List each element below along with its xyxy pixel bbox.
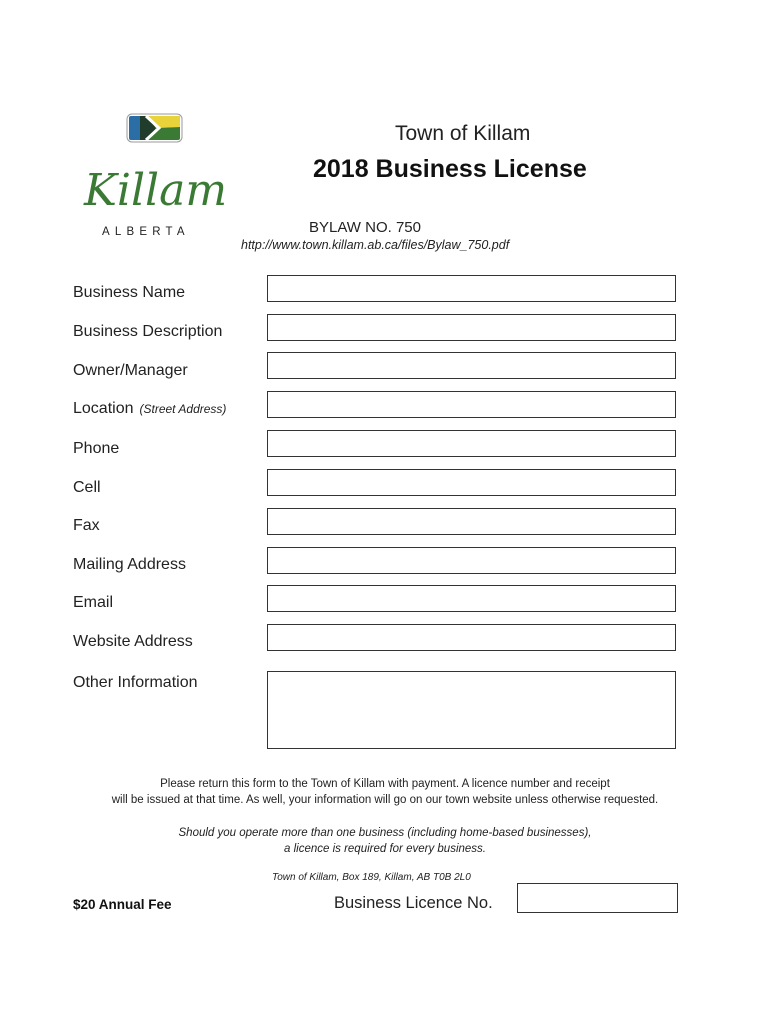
- field-label-phone: Phone: [73, 440, 120, 457]
- field-label-website-address: Website Address: [73, 633, 193, 650]
- phone-field[interactable]: [267, 430, 676, 457]
- town-name: Town of Killam: [395, 122, 531, 145]
- field-label-fax: Fax: [73, 517, 100, 534]
- location-sublabel: (Street Address): [139, 402, 227, 416]
- bylaw-link[interactable]: http://www.town.killam.ab.ca/files/Bylaw_750.pdf: [241, 238, 510, 252]
- return-instructions: [0, 776, 770, 808]
- location-field[interactable]: [267, 391, 676, 418]
- field-label-business-description: Business Description: [73, 323, 223, 340]
- field-label-owner-manager: Owner/Manager: [73, 362, 188, 379]
- page-title: 2018 Business License: [313, 155, 587, 183]
- logo-subtitle: ALBERTA: [102, 226, 190, 238]
- logo-wordmark: Killam: [84, 165, 228, 216]
- website-address-field[interactable]: [267, 624, 676, 651]
- business-description-field[interactable]: [267, 314, 676, 341]
- town-logo-mark-icon: [126, 113, 183, 143]
- annual-fee: $20 Annual Fee: [73, 897, 172, 912]
- field-label-email: Email: [73, 594, 114, 611]
- multiple-business-note: [0, 825, 770, 857]
- field-label-business-name: Business Name: [73, 284, 186, 301]
- multiple-business-note-line-1: Should you operate more than one business (including home-based businesses),: [178, 827, 592, 839]
- cell-field[interactable]: [267, 469, 676, 496]
- email-field[interactable]: [267, 585, 676, 612]
- other-information-field[interactable]: [267, 671, 676, 749]
- field-label-mailing-address: Mailing Address: [73, 556, 186, 573]
- return-instructions-line-2: will be issued at that time. As well, your information will go on our town website unless otherwise requested.: [111, 794, 659, 806]
- killam-wordmark-logo: [80, 150, 230, 220]
- field-label-other-information: Other Information: [73, 674, 198, 691]
- field-label-cell: Cell: [73, 479, 101, 496]
- mailing-address-field[interactable]: [267, 547, 676, 574]
- owner-manager-field[interactable]: [267, 352, 676, 379]
- field-label-location: Location (Street Address): [73, 400, 227, 417]
- return-instructions-line-1: Please return this form to the Town of Killam with payment. A licence number and receipt: [160, 778, 610, 790]
- multiple-business-note-line-2: a licence is required for every business.: [284, 843, 486, 855]
- licence-number-field[interactable]: [517, 883, 678, 913]
- business-name-field[interactable]: [267, 275, 676, 302]
- fax-field[interactable]: [267, 508, 676, 535]
- bylaw-number: BYLAW NO. 750: [309, 219, 421, 236]
- licence-number-label: Business Licence No.: [334, 894, 493, 912]
- town-mailing-address: Town of Killam, Box 189, Killam, AB T0B 2L0: [272, 872, 471, 883]
